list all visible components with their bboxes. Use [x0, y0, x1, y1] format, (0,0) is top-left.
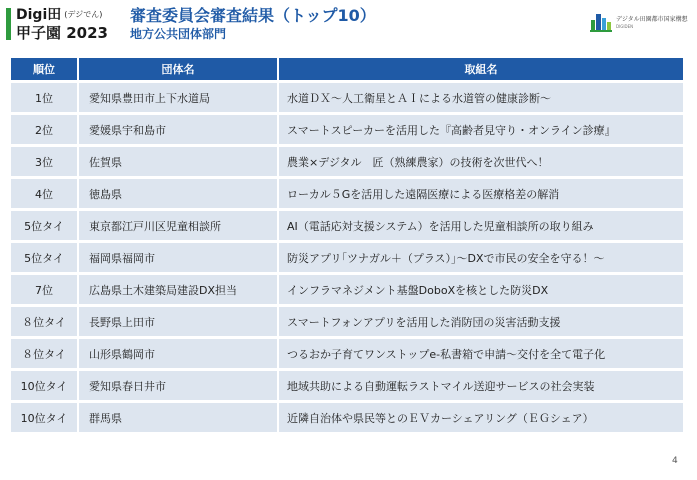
effort-cell: 防災アプリ｢ツナガル＋（プラス）｣～DXで市民の安全を守る！～	[279, 241, 683, 272]
logo-line-1-text: Digi田	[16, 7, 62, 23]
org-cell: 愛知県豊田市上下水道局	[79, 81, 279, 112]
table-row	[11, 369, 683, 400]
effort-cell: 水道ＤＸ～人工衛星とＡＩによる水道管の健康診断～	[279, 81, 683, 112]
header-effort: 取組名	[464, 63, 498, 76]
rank-cell: 7位	[11, 273, 79, 304]
rank-cell: 3位	[11, 145, 79, 176]
org-cell: 佐賀県	[79, 145, 279, 176]
org-cell: 徳島県	[79, 177, 279, 208]
rank-cell: 10位タイ	[11, 369, 79, 400]
header-rank: 順位	[11, 58, 79, 80]
digiden-koshien-logo	[6, 6, 122, 42]
digital-garden-city-logo	[588, 8, 688, 36]
effort-cell: 近隣自治体や県民等とのＥＶカーシェアリング（ＥＧシェア）	[279, 401, 683, 432]
effort-cell: スマートフォンアプリを活用した消防団の災害活動支援	[279, 305, 683, 336]
table-row	[11, 177, 683, 208]
org-logo-name: デジタル田園都市国家構想	[616, 16, 688, 23]
effort-cell: ローカル５Gを活用した遠隔医療による医療格差の解消	[279, 177, 683, 208]
rank-cell: ８位タイ	[11, 337, 79, 368]
rank-cell: 2位	[11, 113, 79, 144]
org-cell: 愛媛県宇和島市	[79, 113, 279, 144]
org-cell: 東京都江戸川区児童相談所	[79, 209, 279, 240]
logo-line-2: 甲子園 2023	[16, 24, 108, 42]
effort-cell: 地域共助による自動運転ラストマイル送迎サービスの社会実装	[279, 369, 683, 400]
table-row	[11, 337, 683, 368]
rank-cell: 5位タイ	[11, 241, 79, 272]
page-number: 4	[672, 456, 678, 466]
page-title: 審査委員会審査結果（トップ10）	[130, 6, 376, 25]
table-row	[11, 209, 683, 240]
header-org: 団体名	[79, 58, 279, 80]
effort-cell: つるおか子育てワンストップe-私書箱で申請～交付を全て電子化	[279, 337, 683, 368]
org-cell: 福岡県福岡市	[79, 241, 279, 272]
rank-cell: 5位タイ	[11, 209, 79, 240]
logo-accent-bar	[6, 8, 11, 40]
org-cell: 群馬県	[79, 401, 279, 432]
table-row	[11, 305, 683, 336]
table-row	[11, 401, 683, 432]
effort-cell: インフラマネジメント基盤DoboXを核とした防災DX	[279, 273, 683, 304]
table-row	[11, 145, 683, 176]
results-table	[11, 57, 683, 433]
effort-cell: スマートスピーカーを活用した『高齢者見守り・オンライン診療』	[279, 113, 683, 144]
logo-line-1-reading: (デジでん)	[64, 10, 103, 19]
table-row	[11, 113, 683, 144]
table-row	[11, 273, 683, 304]
org-logo-sub: DIGIDEN	[616, 24, 634, 29]
effort-cell: AI（電話応対支援システム）を活用した児童相談所の取り組み	[279, 209, 683, 240]
rank-cell: 4位	[11, 177, 79, 208]
table-row	[11, 241, 683, 272]
org-cell: 山形県鶴岡市	[79, 337, 279, 368]
rank-cell: 1位	[11, 81, 79, 112]
table-row	[11, 81, 683, 112]
org-cell: 愛知県春日井市	[79, 369, 279, 400]
buildings-icon	[590, 10, 612, 32]
effort-cell: 農業×デジタル 匠（熟練農家）の技術を次世代へ！	[279, 145, 683, 176]
rank-cell: ８位タイ	[11, 305, 79, 336]
logo-line-1	[16, 7, 102, 23]
org-cell: 広島県土木建築局建設DX担当	[79, 273, 279, 304]
org-cell: 長野県上田市	[79, 305, 279, 336]
rank-cell: 10位タイ	[11, 401, 79, 432]
table-header-row	[11, 58, 683, 80]
page-subtitle: 地方公共団体部門	[130, 27, 227, 41]
